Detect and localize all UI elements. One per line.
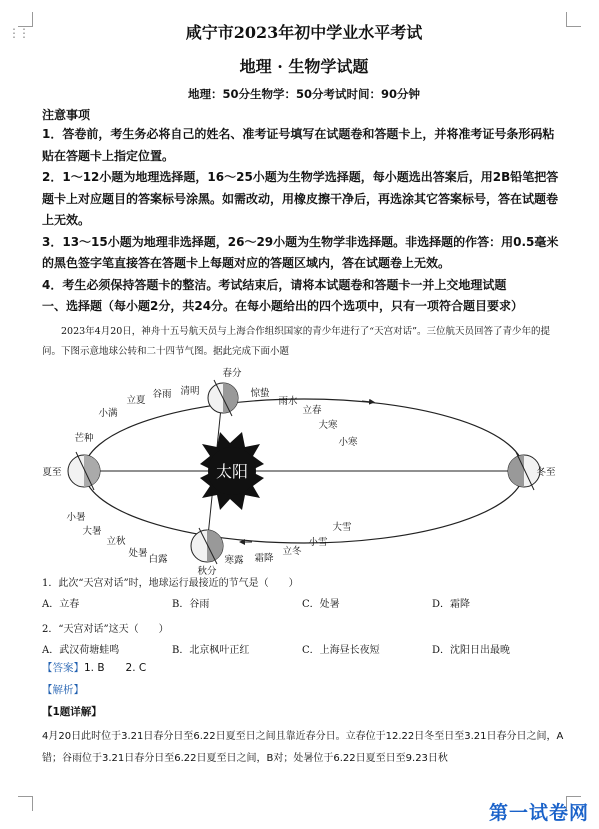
answer-text: 1. B 2. C [84,661,147,674]
term-label: 春分 [222,367,242,379]
site-watermark: 第一试卷网 [488,802,589,824]
notice-item: 2．1～12小题为地理选择题，16～25小题为生物学选择题，每小题选出答案后，用2B铅笔把答题卡上对应题目的答案标号涂黑。如需改动，用橡皮擦干净后，再选涂其它答案标号，答在试题卷上无效。 [42,170,559,227]
earth-spring-equinox-icon [208,380,238,416]
crop-mark-bottom-left [18,796,33,811]
term-label: 谷雨 [152,388,172,400]
term-label: 小暑 [66,511,86,523]
question-2-stem: 2．“天宫对话”这天（ ） [42,623,169,635]
explanation-text: 4月20日此时位于3.21日春分日至6.22日夏至日之间且靠近春分日。立春位于12.22日冬至日至3.21日春分日之间，A错；谷雨位于3.21日春分日至6.22日夏至日之间，B对；处暑位于6.22日夏至日至9.23日秋 [42,730,564,764]
drag-handle-icon[interactable]: ⋮⋮ [8,26,28,40]
term-label: 清明 [180,385,200,397]
term-label: 小雪 [308,536,328,548]
term-label: 寒露 [224,554,244,566]
option-d[interactable]: D．沈阳日出最晚 [432,645,511,656]
earth-summer-solstice-icon [68,452,100,490]
term-label: 立冬 [282,545,302,557]
solar-terms-diagram [42,367,566,577]
exam-page [42,18,566,770]
notice-item: 3．13～15小题为地理非选择题，26～29小题为生物学非选择题。非选择题的作答：用0.5毫米的黑色签字笔直接答在答题卡上每题对应的答题区域内，答在试题卷上无效。 [42,234,559,270]
question-intro: 2023年4月20日，神舟十五号航天员与上海合作组织国家的青少年进行了“天宫对话”。三位航天员回答了青少年的提问。下图示意地球公转和二十四节气图。据此完成下面小题 [42,325,551,357]
term-label: 大雪 [332,521,352,533]
term-label: 立夏 [126,394,146,406]
question-1-options [42,592,566,614]
term-label: 冬至 [536,466,556,478]
option-d[interactable]: D．霜降 [432,599,471,610]
option-a[interactable]: A．武汉荷塘蛙鸣 [42,645,120,656]
term-label: 雨水 [278,395,298,407]
term-label: 大寒 [318,419,338,431]
option-b[interactable]: B．谷雨 [172,599,210,610]
option-a[interactable]: A．立春 [42,599,80,610]
orbit-svg [42,367,566,577]
term-label: 立春 [302,404,322,416]
term-label: 霜降 [254,552,274,564]
term-label: 白露 [148,553,168,565]
term-label: 大暑 [82,525,102,537]
term-label: 芒种 [74,432,94,444]
earth-winter-solstice-icon [508,452,540,490]
crop-mark-top-left [18,12,33,27]
exam-title: 咸宁市2023年初中学业水平考试 [185,23,423,42]
sun-icon [200,432,264,510]
answer-tag: 【答案】 [42,661,84,674]
term-label: 惊蛰 [250,387,270,399]
option-b[interactable]: B．北京枫叶正红 [172,645,250,656]
option-c[interactable]: C．处暑 [302,599,340,610]
option-c[interactable]: C．上海昼长夜短 [302,645,380,656]
exam-info: 地理：50分生物学：50分考试时间：90分钟 [187,87,420,101]
term-label: 夏至 [42,466,62,478]
crop-mark-top-right [566,12,581,27]
term-label: 处暑 [128,547,148,559]
term-label: 秋分 [197,565,217,577]
detail-heading: 【1题详解】 [42,705,102,718]
exam-subtitle: 地理 · 生物学试题 [239,57,369,76]
notice-item: 1．答卷前，考生务必将自己的姓名、准考证号填写在试题卷和答题卡上，并将准考证号条形码粘贴在答题卡上指定位置。 [42,127,555,163]
term-label: 立秋 [106,535,126,547]
answer-line [42,660,566,682]
notice-item: 4．考生必须保持答题卡的整洁。考试结束后，请将本试题卷和答题卡一并上交地理试题 [42,277,507,292]
notice-heading: 注意事项 [42,108,91,122]
term-label: 小满 [98,407,118,419]
analysis-tag: 【解析】 [42,683,84,696]
question-1-stem: 1．此次“天宫对话”时，地球运行最接近的节气是（ ） [42,577,299,589]
question-2-options [42,638,566,660]
section-heading: 一、选择题（每小题2分，共24分。在每小题给出的四个选项中，只有一项符合题目要求） [42,299,524,313]
sun-label: 太阳 [215,461,249,481]
term-label: 小寒 [338,436,358,448]
